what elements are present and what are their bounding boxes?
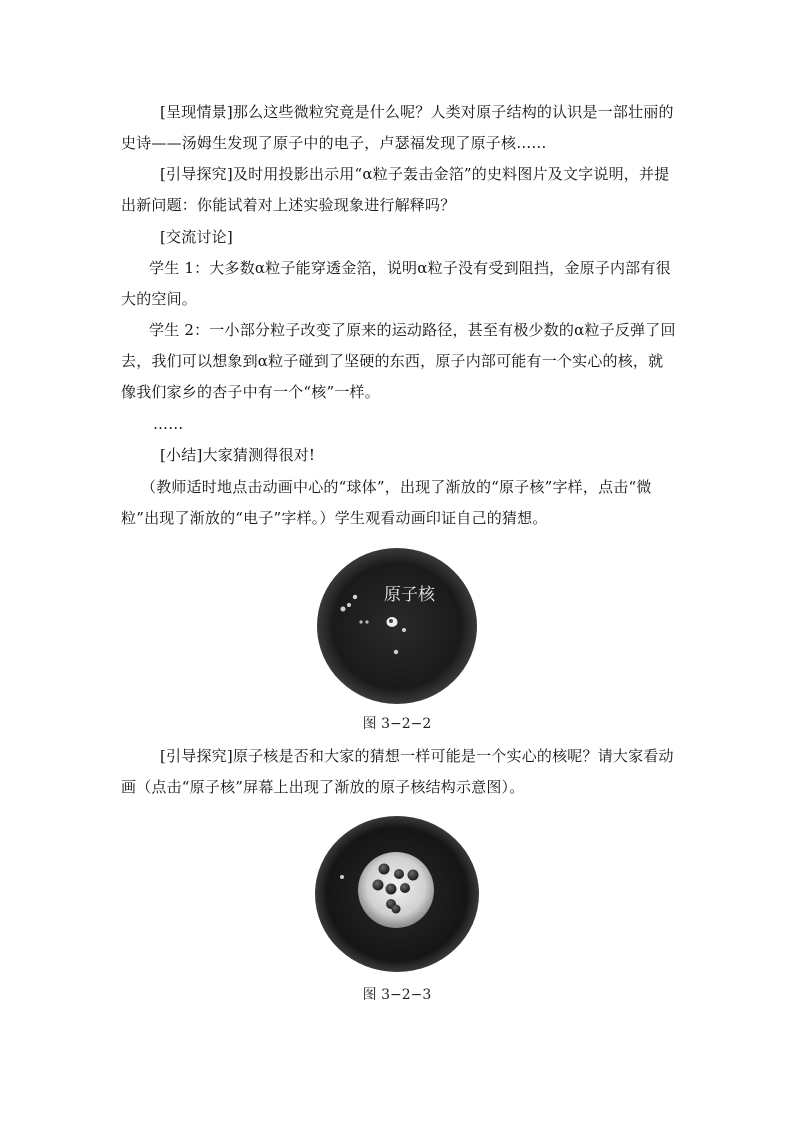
- paragraph-summary: [小结]大家猜测得很对!: [160, 446, 316, 464]
- paragraph-guided-inquiry-2: [引导探究]原子核是否和大家的猜想一样可能是一个实心的核呢？请大家看动画（点击“原子核”屏幕上出现了渐放的原子核结构示意图）。: [121, 747, 674, 796]
- paragraph-teacher-note: （教师适时地点击动画中心的“球体”，出现了渐放的“原子核”字样，点击“微粒”出现了渐放的“电子”字样。）学生观看动画印证自己的猜想。: [121, 478, 652, 527]
- nucleus-dot: [387, 617, 398, 627]
- electron-particle: [340, 875, 344, 879]
- atom-animation-image-1: [312, 546, 482, 708]
- figure-atom-nucleus-label: [0, 546, 794, 708]
- nucleus-label: 原子核: [384, 585, 435, 605]
- figure-caption-3-2-2: 图 3−2−2: [362, 716, 432, 732]
- atom-sphere: [317, 548, 477, 704]
- paragraph-ellipsis: ……: [153, 415, 184, 433]
- paragraph-guided-inquiry-1: [引导探究]及时用投影出示用“α粒子轰击金箔”的史料图片及文字说明，并提出新问题：你能试着对上述实验现象进行解释吗？: [121, 165, 670, 214]
- paragraph-discussion-heading: [交流讨论]: [160, 228, 233, 246]
- atom-animation-image-2: [312, 814, 482, 974]
- paragraph-scenario: [呈现情景]那么这些微粒究竟是什么呢？人类对原子结构的认识是一部壮丽的史诗——汤姆生发现了原子中的电子，卢瑟福发现了原子核……: [121, 103, 674, 152]
- paragraph-student-2: 学生 2：一小部分粒子改变了原来的运动路径，甚至有极少数的α粒子反弹了回去，我们可以想象到α粒子碰到了坚硬的东西，原子内部可能有一个实心的核，就像我们家乡的杏子中有一个“核”一样。: [121, 321, 676, 401]
- paragraph-student-1: 学生 1：大多数α粒子能穿透金箔，说明α粒子没有受到阻挡，金原子内部有很大的空间。: [121, 259, 671, 308]
- figure-nucleus-structure: [0, 814, 794, 974]
- figure-caption-3-2-3: 图 3−2−3: [362, 987, 432, 1003]
